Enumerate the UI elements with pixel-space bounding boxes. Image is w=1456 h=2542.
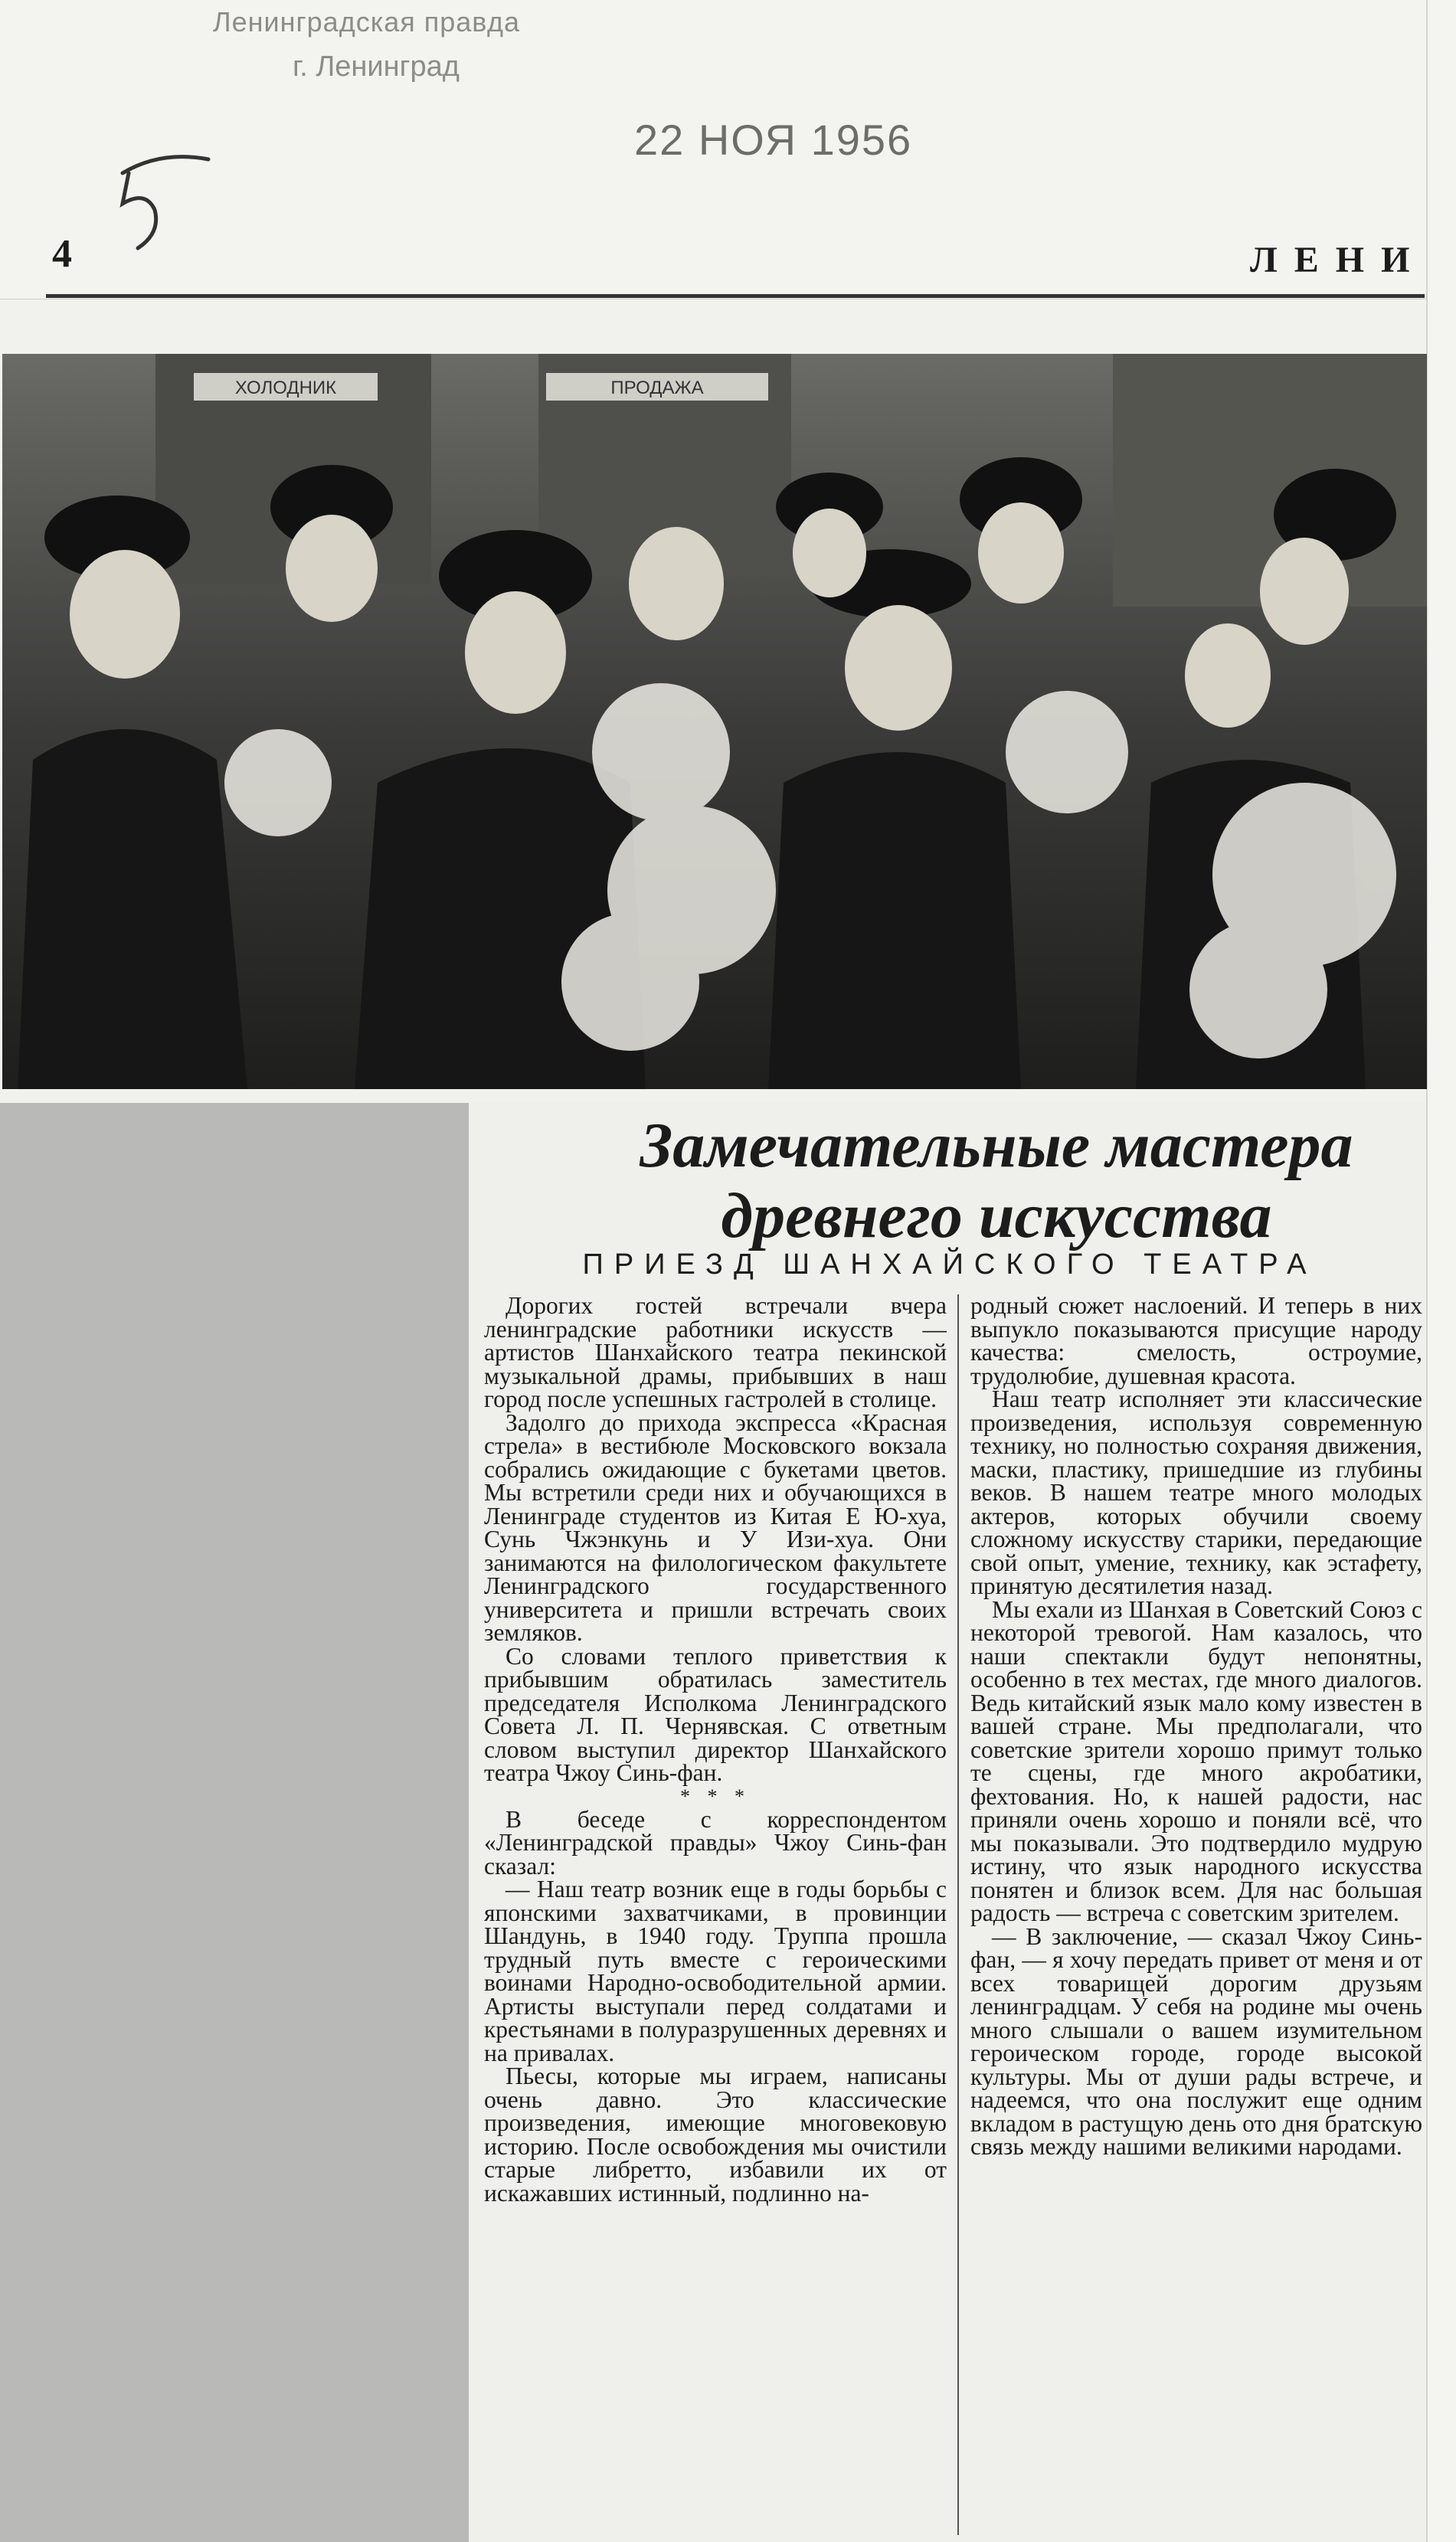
headline-line-1: Замечательные мастера [640,1110,1353,1181]
section-separator: * * * [680,1785,751,1808]
paragraph: В беседе с корреспондентом «Ленинградской правды» Чжоу Синь-фан сказал: [484,1805,947,1880]
article-column-2 [970,1294,1422,2539]
article-subheadline: ПРИЕЗД ШАНХАЙСКОГО ТЕАТРА [582,1248,1317,1281]
paragraph: Со словами теплого приветствия к прибывшим обратилась заместитель председателя Исполкома Ленинградского Совета Л. П. Чернявская. С ответным словом выступил директор Шанхайского театра Чжоу Синь-фан. [484,1642,947,1786]
photo-sign-2: ПРОДАЖА [610,378,704,398]
column-divider [957,1294,959,2535]
mounting-board [0,1103,469,2542]
headline-line-2: древнего искусства [721,1180,1272,1251]
header-rule [46,294,1425,298]
stamp-date: 22 НОЯ 1956 [634,116,913,164]
paragraph: Дорогих гостей встречали вчера ленинградские работники искусств — артистов Шанхайского театра пекинской музыкальной драмы, прибывших в наш город после успешных гастролей в столице. [484,1294,947,1412]
stamp-city: г. Ленинград [293,51,460,83]
paragraph: — В заключение, — сказал Чжоу Синь-фан, — я хочу передать привет от меня и от всех товарищей дорогим друзьям ленинградцам. У себя на родине мы очень много слышали о вашем изумительном героическом городе, городе высокой культуры. Мы от души рады встрече, и надеемся, что она послужит еще одним вкладом в растущую день ото дня братскую связь между нашими великими народами. [970,1922,1422,2160]
paragraph: — Наш театр возник еще в годы борьбы с японскими захватчиками, в провинции Шандунь, в 1940 году. Труппа прошла трудный путь вместе с героическими воинами Народно-освободительной армии. Артисты выступали перед солдатами и крестьянами в полуразрушенных деревнях и на привалах. [484,1876,947,2066]
page-number: 4 [52,232,72,276]
news-photo [2,354,1427,1089]
page-edge [1426,0,1456,2542]
paragraph: Мы ехали из Шанхая в Советский Союз с некоторой тревогой. Нам казалось, что наши спектакли будут непонятны, особенно в тех местах, где много диалогов. Ведь китайский язык мало кому известен в вашей стране. Мы предполагали, что советские зрители хорошо примут только те сцены, где много акробатики, фехтования. Но, к нашей радости, нас приняли очень хорошо и поняли всё, что мы показывали. Это подтвердило мудрую истину, что язык народного искусства понятен и близок всем. Для нас большая радость — встреча с советским зрителем. [970,1595,1422,1926]
article-column-1 [484,1294,947,2539]
paragraph: родный сюжет наслоений. И теперь в них выпукло показываются присущие народу качества: смелость, остроумие, трудолюбие, душевная красота. [970,1294,1422,1389]
photo-sign-1: ХОЛОДНИК [234,378,337,398]
paragraph: Пьесы, которые мы играем, написаны очень давно. Это классические произведения, имеющие многовековую историю. После освобождения мы очистили старые либретто, избавили их от искажавших истинный, подлинно на- [484,2063,947,2207]
group-photo-illustration [2,354,1427,1089]
article-headline [567,1111,1426,1251]
handwritten-number-mark [107,142,222,257]
paragraph: Наш театр исполняет эти классические произведения, используя современную технику, но полностью сохраняя движения, маски, пластику, пришедшие из глубины веков. В нашем театре много молодых актеров, которых обучили своему сложному искусству старики, передающие свой опыт, умение, технику, как эстафету, принятую десятилетия назад. [970,1386,1422,1599]
stamp-newspaper-name: Ленинградская правда [213,6,521,38]
newspaper-masthead-fragment: ЛЕНИ [1250,240,1427,280]
paragraph: Задолго до прихода экспресса «Красная стрела» в вестибюле Московского вокзала собрались ожидающие с букетами цветов. Мы встретили среди них и обучающихся в Ленинграде студентов из Китая Е Ю-хуа, Сунь Чжэнкунь и У Изи-хуа. Они занимаются на филологическом факультете Ленинградского государственного университета и пришли встречать своих земляков. [484,1408,947,1646]
